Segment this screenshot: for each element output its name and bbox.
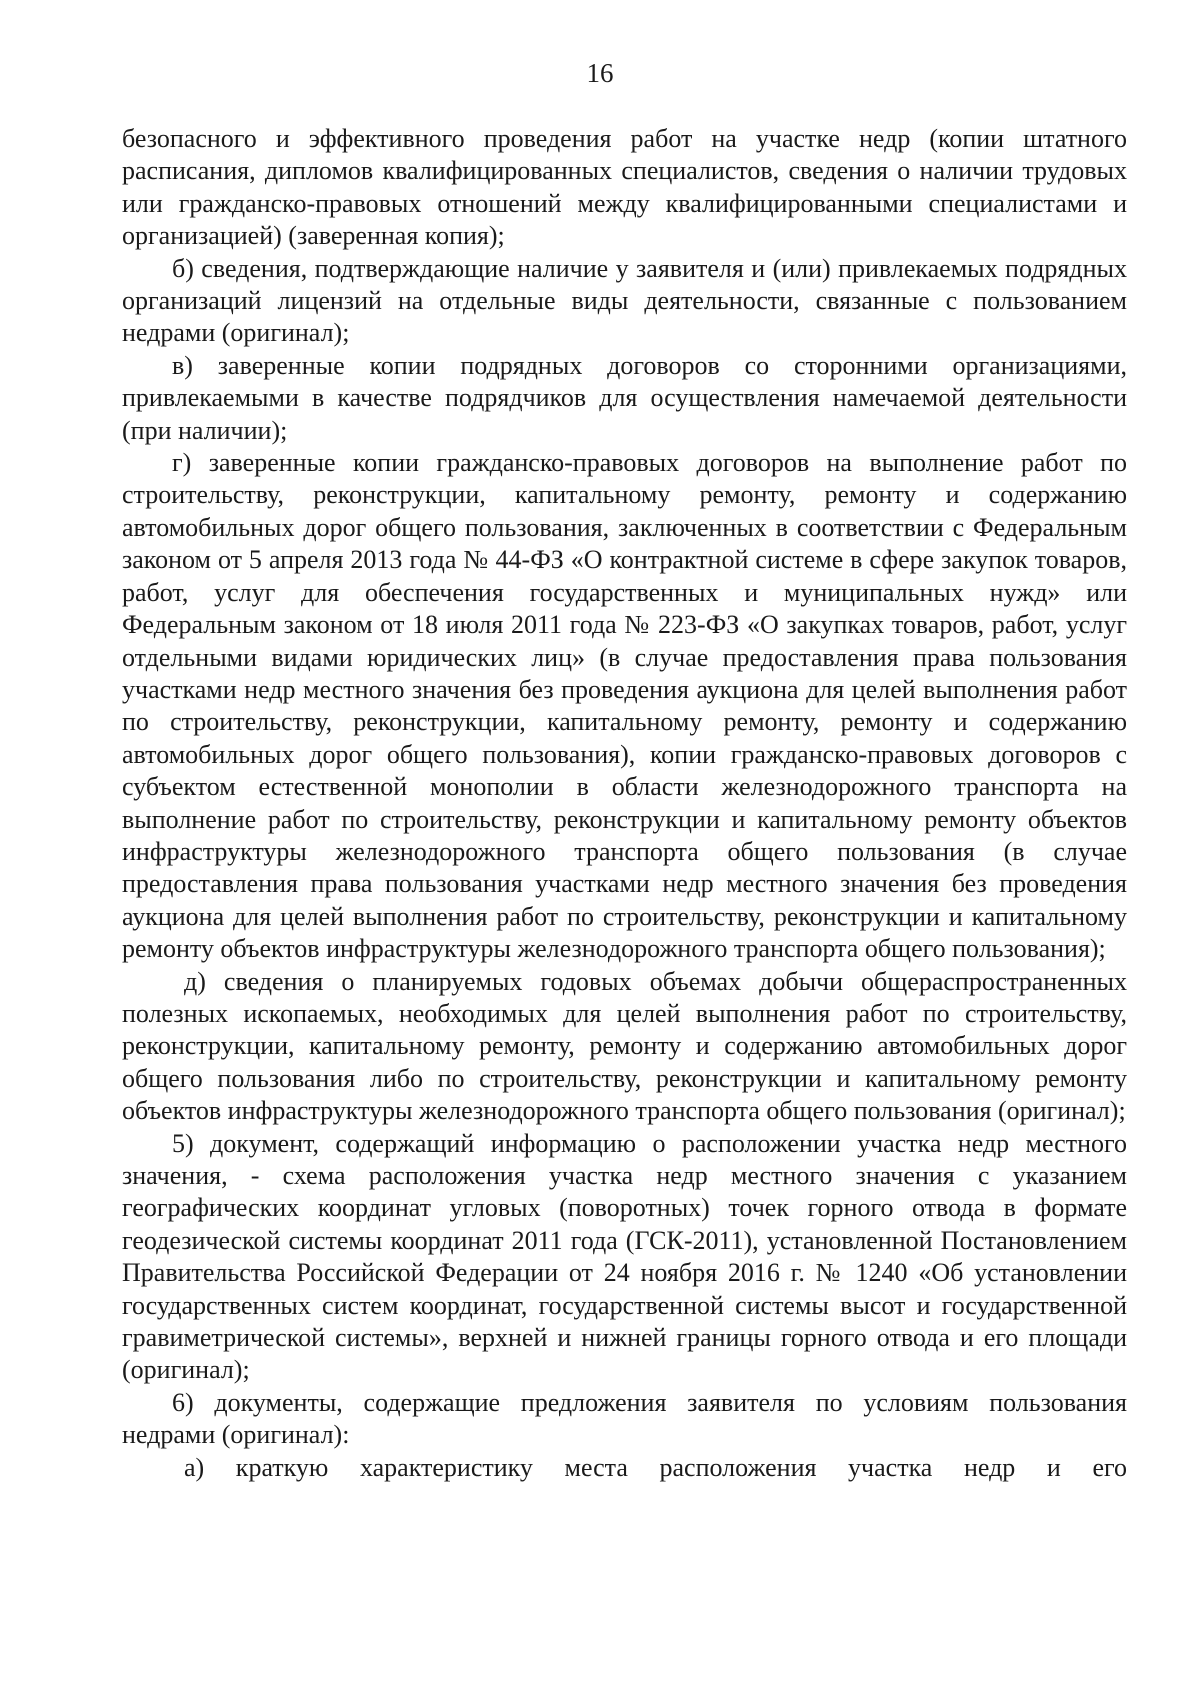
paragraph-item-d: д) сведения о планируемых годовых объемах добычи общераспространенных полезных ископаемых, необходимых для целей выполнения работ по строительству, реконструкции, капитальному ремонту, ремонту и содержанию автомобильных дорог общего пользования либо по строительству, реконструкции и капитальному ремонту объектов инфраструктуры железнодорожного транспорта общего пользования (оригинал); (122, 966, 1127, 1126)
paragraph-item-6: 6) документы, содержащие предложения заявителя по условиям пользования недрами (оригинал): (122, 1387, 1127, 1450)
document-body (122, 123, 1127, 1484)
page-number: 16 (586, 58, 614, 88)
paragraph-item-b: б) сведения, подтверждающие наличие у заявителя и (или) привлекаемых подрядных организаций лицензий на отдельные виды деятельности, связанные с пользованием недрами (оригинал); (122, 253, 1127, 348)
paragraph-item-a: а) краткую характеристику места расположения участка недр и его (184, 1452, 1127, 1482)
paragraph-item-v: в) заверенные копии подрядных договоров со сторонними организациями, привлекаемыми в качестве подрядчиков для осуществления намечаемой деятельности (при наличии); (122, 350, 1127, 445)
paragraph-item-g: г) заверенные копии гражданско-правовых договоров на выполнение работ по строительству, реконструкции, капитальному ремонту, ремонту и содержанию автомобильных дорог общего пользования, заключенных в соответствии с Федеральным законом от 5 апреля 2013 года № 44-ФЗ «О контрактной системе в сфере закупок товаров, работ, услуг для обеспечения государственных и муниципальных нужд» или Федеральным законом от 18 июля 2011 года № 223-ФЗ «О закупках товаров, работ, услуг отдельными видами юридических лиц» (в случае предоставления права пользования участками недр местного значения без проведения аукциона для целей выполнения работ по строительству, реконструкции, капитальному ремонту, ремонту и содержанию автомобильных дорог общего пользования), копии гражданско-правовых договоров с субъектом естественной монополии в области железнодорожного транспорта на выполнение работ по строительству, реконструкции и капитальному ремонту объектов инфраструктуры железнодорожного транспорта общего пользования (в случае предоставления права пользования участками недр местного значения без проведения аукциона для целей выполнения работ по строительству, реконструкции и капитальному ремонту объектов инфраструктуры железнодорожного транспорта общего пользования); (122, 448, 1127, 964)
paragraph-item-5: 5) документ, содержащий информацию о расположении участка недр местного значения, - схема расположения участка недр местного значения с указанием географических координат угловых (поворотных) точек горного отвода в формате геодезической системы координат 2011 года (ГСК-2011), установленной Постановлением Правительства Российской Федерации от 24 ноября 2016 г. № 1240 «Об установлении государственных систем координат, государственной системы высот и государственной гравиметрической системы», верхней и нижней границы горного отвода и его площади (оригинал); (122, 1128, 1127, 1385)
paragraph-continuation: безопасного и эффективного проведения работ на участке недр (копии штатного расписания, дипломов квалифицированных специалистов, сведения о наличии трудовых или гражданско-правовых отношений между квалифицированными специалистами и организацией) (заверенная копия); (122, 124, 1127, 251)
